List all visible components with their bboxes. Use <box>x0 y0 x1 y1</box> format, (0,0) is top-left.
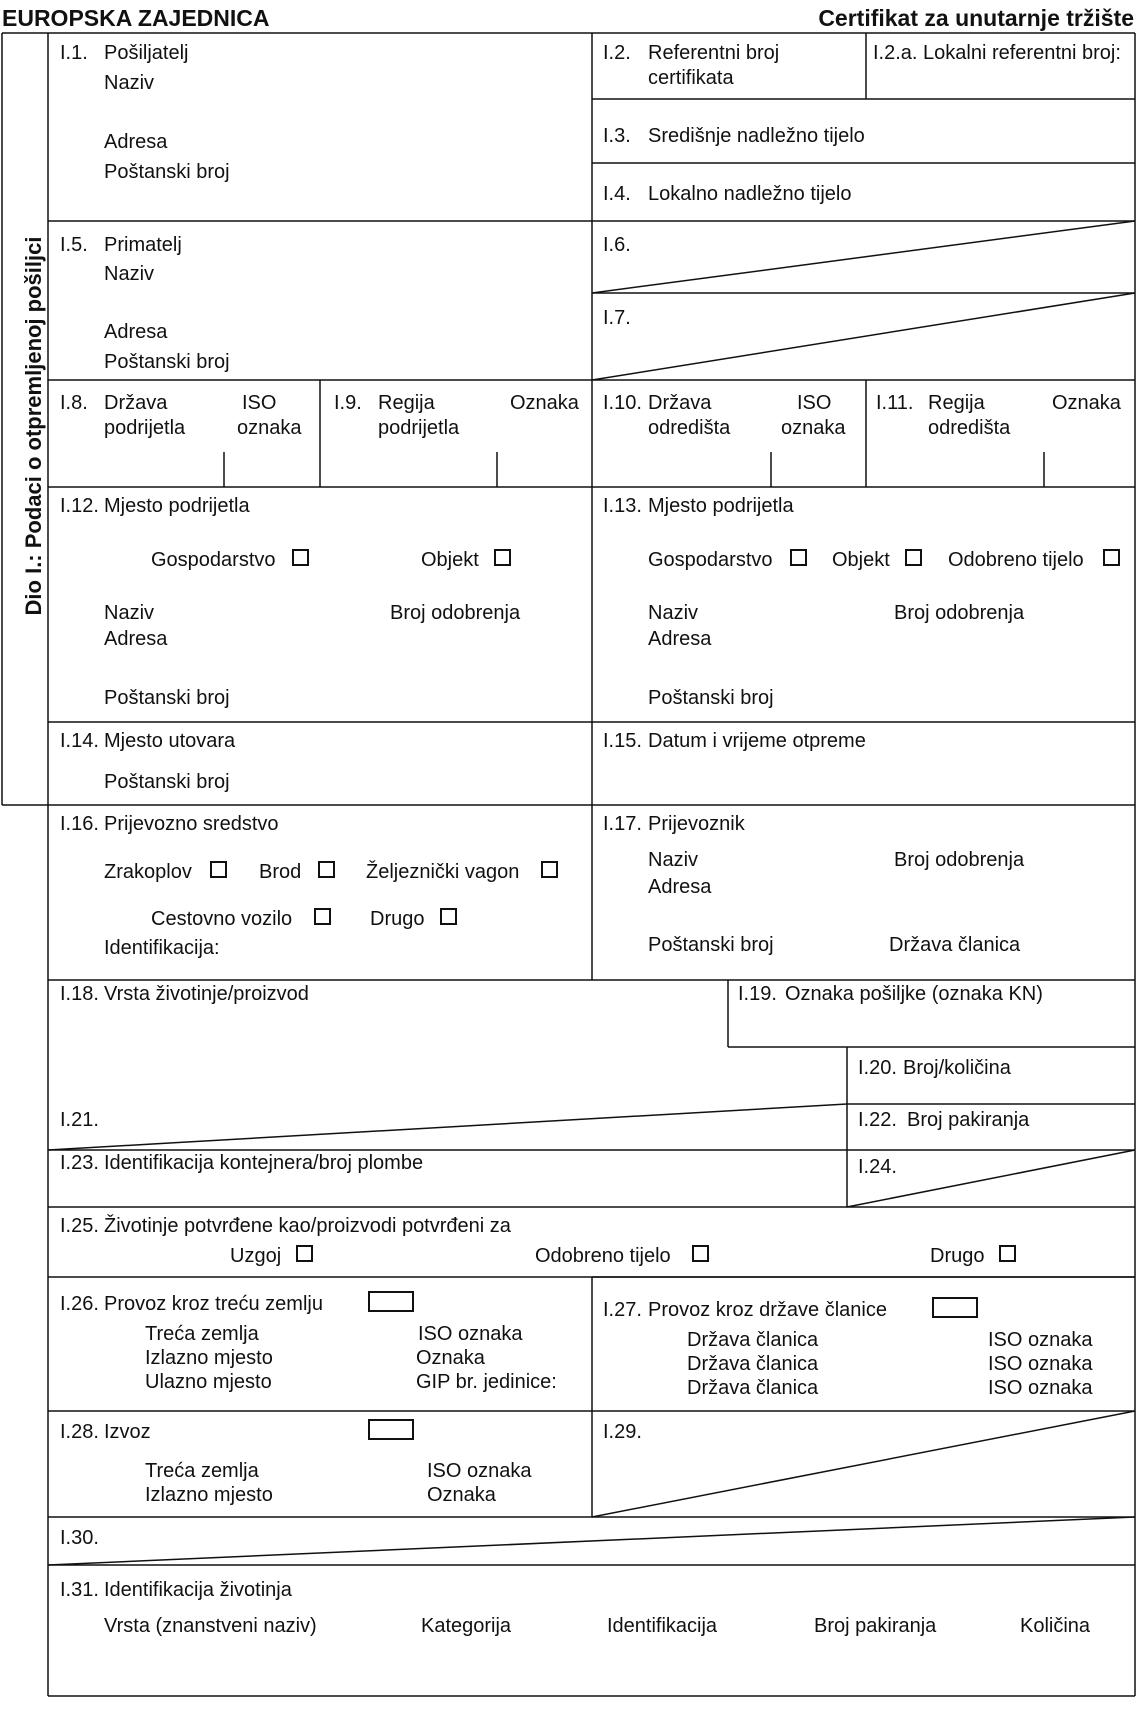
i28-third-country-label: Treća zemlja <box>145 1460 259 1482</box>
i3-number: I.3. <box>603 125 631 147</box>
i1-consignor-label: Pošiljatelj <box>104 42 189 64</box>
i12-name-label: Naziv <box>104 602 155 624</box>
i17-member-state-label: Država članica <box>889 934 1021 956</box>
i13-approval-number-label: Broj odobrenja <box>894 602 1025 624</box>
i11-destination-label: odredišta <box>928 417 1011 439</box>
i19-number: I.19. <box>738 983 777 1005</box>
i10-iso-label: ISO <box>797 392 832 414</box>
i12-holding-label: Gospodarstvo <box>151 549 276 571</box>
i22-number: I.22. <box>858 1109 897 1131</box>
i13-holding-label: Gospodarstvo <box>648 549 773 571</box>
i16-railway-wagon-checkbox[interactable] <box>541 861 558 878</box>
i17-address-label: Adresa <box>648 876 712 898</box>
i14-loading-place-label: Mjesto utovara <box>104 730 236 752</box>
i12-address-label: Adresa <box>104 628 168 650</box>
i26-number: I.26. <box>60 1293 99 1315</box>
i25-other-label: Drugo <box>930 1245 985 1267</box>
i18-number: I.18. <box>60 983 99 1005</box>
i12-establishment-checkbox[interactable] <box>494 549 511 566</box>
i13-address-label: Adresa <box>648 628 712 650</box>
i1-postcode-label: Poštanski broj <box>104 161 230 183</box>
i16-transport-label: Prijevozno sredstvo <box>104 813 279 835</box>
i24-number: I.24. <box>858 1156 897 1178</box>
i13-approved-body-checkbox[interactable] <box>1103 549 1120 566</box>
i25-breeding-label: Uzgoj <box>230 1245 282 1267</box>
i11-region-label: Regija <box>928 392 985 414</box>
i27-iso-code-1-label: ISO oznaka <box>988 1329 1093 1351</box>
i31-animal-identification-label: Identifikacija životinja <box>104 1579 292 1601</box>
i16-identification-label: Identifikacija: <box>104 937 220 959</box>
i25-approved-body-label: Odobreno tijelo <box>535 1245 671 1267</box>
i27-number: I.27. <box>603 1299 642 1321</box>
i31-col-identification: Identifikacija <box>607 1615 718 1637</box>
i25-approved-body-checkbox[interactable] <box>692 1245 709 1262</box>
i26-transit-box[interactable] <box>368 1291 414 1312</box>
i8-code-label: oznaka <box>237 417 302 439</box>
i10-number: I.10. <box>603 392 642 414</box>
i31-col-species: Vrsta (znanstveni naziv) <box>104 1615 317 1637</box>
i27-iso-code-3-label: ISO oznaka <box>988 1377 1093 1399</box>
i16-road-vehicle-checkbox[interactable] <box>314 908 331 925</box>
i17-transporter-label: Prijevoznik <box>648 813 745 835</box>
i2-reference-label-line1: Referentni broj <box>648 42 780 64</box>
i29-number: I.29. <box>603 1421 642 1443</box>
i13-establishment-checkbox[interactable] <box>905 549 922 566</box>
i25-breeding-checkbox[interactable] <box>296 1245 313 1262</box>
i17-name-label: Naziv <box>648 849 699 871</box>
i16-other-checkbox[interactable] <box>440 908 457 925</box>
i12-postcode-label: Poštanski broj <box>104 687 230 709</box>
i31-col-category: Kategorija <box>421 1615 512 1637</box>
i14-number: I.14. <box>60 730 99 752</box>
i28-number: I.28. <box>60 1421 99 1443</box>
i13-postcode-label: Poštanski broj <box>648 687 774 709</box>
i30-number: I.30. <box>60 1527 99 1549</box>
i15-number: I.15. <box>603 730 642 752</box>
i9-origin-label: podrijetla <box>378 417 460 439</box>
i18-commodity-label: Vrsta životinje/proizvod <box>104 983 309 1005</box>
i6-number: I.6. <box>603 234 631 256</box>
i27-member-state-3-label: Država članica <box>687 1377 819 1399</box>
i25-certified-for-label: Životinje potvrđene kao/proizvodi potvrđeni za <box>104 1215 511 1237</box>
i27-transit-box[interactable] <box>932 1297 978 1318</box>
i26-entry-point-label: Ulazno mjesto <box>145 1371 272 1393</box>
i26-third-country-label: Treća zemlja <box>145 1323 259 1345</box>
i10-code-label: oznaka <box>781 417 846 439</box>
i13-number: I.13. <box>603 495 642 517</box>
i5-name-label: Naziv <box>104 263 155 285</box>
i8-iso-label: ISO <box>242 392 277 414</box>
i27-member-states-transit-label: Provoz kroz države članice <box>648 1299 887 1321</box>
i31-number: I.31. <box>60 1579 99 1601</box>
i9-region-label: Regija <box>378 392 435 414</box>
i2-reference-label-line2: certifikata <box>648 67 734 89</box>
i8-country-label: Država <box>104 392 168 414</box>
header-title: EUROPSKA ZAJEDNICA <box>2 5 270 31</box>
i12-approval-number-label: Broj odobrenja <box>390 602 521 624</box>
i28-iso-code-label: ISO oznaka <box>427 1460 532 1482</box>
i5-address-label: Adresa <box>104 321 168 343</box>
i17-postcode-label: Poštanski broj <box>648 934 774 956</box>
i17-number: I.17. <box>603 813 642 835</box>
i10-destination-label: odredišta <box>648 417 731 439</box>
i13-approved-body-label: Odobreno tijelo <box>948 549 1084 571</box>
i5-consignee-label: Primatelj <box>104 234 182 256</box>
i21-number: I.21. <box>60 1109 99 1131</box>
i12-establishment-label: Objekt <box>421 549 479 571</box>
part-one-side-label: Dio I.: Podaci o otpremljenoj pošiljci <box>21 236 46 616</box>
i13-holding-checkbox[interactable] <box>790 549 807 566</box>
i25-number: I.25. <box>60 1215 99 1237</box>
i25-other-checkbox[interactable] <box>999 1245 1016 1262</box>
i28-export-label: Izvoz <box>104 1421 151 1443</box>
i7-number: I.7. <box>603 307 631 329</box>
i28-exit-point-label: Izlazno mjesto <box>145 1484 273 1506</box>
i1-name-label: Naziv <box>104 72 155 94</box>
i13-establishment-label: Objekt <box>832 549 890 571</box>
i26-code-label: Oznaka <box>416 1347 485 1369</box>
i26-iso-code-label: ISO oznaka <box>418 1323 523 1345</box>
i17-approval-number-label: Broj odobrenja <box>894 849 1025 871</box>
i28-export-box[interactable] <box>368 1419 414 1440</box>
i20-quantity-label: Broj/količina <box>903 1057 1011 1079</box>
i19-commodity-code-label: Oznaka pošiljke (oznaka KN) <box>785 983 1043 1005</box>
i20-number: I.20. <box>858 1057 897 1079</box>
i27-iso-code-2-label: ISO oznaka <box>988 1353 1093 1375</box>
i4-number: I.4. <box>603 183 631 205</box>
i2a-local-reference-label: I.2.a. Lokalni referentni broj: <box>873 42 1121 64</box>
i5-postcode-label: Poštanski broj <box>104 351 230 373</box>
i26-bip-unit-label: GIP br. jedinice: <box>416 1371 557 1393</box>
i27-member-state-2-label: Država članica <box>687 1353 819 1375</box>
i3-central-authority-label: Središnje nadležno tijelo <box>648 125 865 147</box>
i2-number: I.2. <box>603 42 631 64</box>
i1-address-label: Adresa <box>104 131 168 153</box>
i26-exit-point-label: Izlazno mjesto <box>145 1347 273 1369</box>
i5-number: I.5. <box>60 234 88 256</box>
i9-code-label: Oznaka <box>510 392 579 414</box>
certificate-title: Certifikat za unutarnje tržište <box>818 5 1134 31</box>
i31-col-quantity: Količina <box>1020 1615 1091 1637</box>
i13-place-of-origin-label: Mjesto podrijetla <box>648 495 794 517</box>
i13-name-label: Naziv <box>648 602 699 624</box>
i8-origin-label: podrijetla <box>104 417 186 439</box>
i31-col-packages: Broj pakiranja <box>814 1615 937 1637</box>
i28-code-label: Oznaka <box>427 1484 496 1506</box>
i23-number: I.23. <box>60 1152 99 1174</box>
i16-ship-label: Brod <box>259 861 302 883</box>
i10-country-label: Država <box>648 392 712 414</box>
i11-number: I.11. <box>876 392 914 414</box>
i12-place-of-origin-label: Mjesto podrijetla <box>104 495 250 517</box>
i12-number: I.12. <box>60 495 99 517</box>
i26-third-country-transit-label: Provoz kroz treću zemlju <box>104 1293 323 1315</box>
i16-aeroplane-checkbox[interactable] <box>210 861 227 878</box>
i16-railway-wagon-label: Željeznički vagon <box>366 861 520 883</box>
i22-packages-label: Broj pakiranja <box>907 1109 1030 1131</box>
i16-number: I.16. <box>60 813 99 835</box>
i11-code-label: Oznaka <box>1052 392 1121 414</box>
i23-container-seal-label: Identifikacija kontejnera/broj plombe <box>104 1152 424 1174</box>
i8-number: I.8. <box>60 392 88 414</box>
i27-member-state-1-label: Država članica <box>687 1329 819 1351</box>
i9-number: I.9. <box>334 392 362 414</box>
i4-local-authority-label: Lokalno nadležno tijelo <box>648 183 852 205</box>
i16-other-label: Drugo <box>370 908 425 930</box>
i16-ship-checkbox[interactable] <box>318 861 335 878</box>
i14-postcode-label: Poštanski broj <box>104 771 230 793</box>
i16-aeroplane-label: Zrakoplov <box>104 861 192 883</box>
i12-holding-checkbox[interactable] <box>292 549 309 566</box>
i15-departure-datetime-label: Datum i vrijeme otpreme <box>648 730 866 752</box>
i1-number: I.1. <box>60 42 88 64</box>
i16-road-vehicle-label: Cestovno vozilo <box>151 908 293 930</box>
